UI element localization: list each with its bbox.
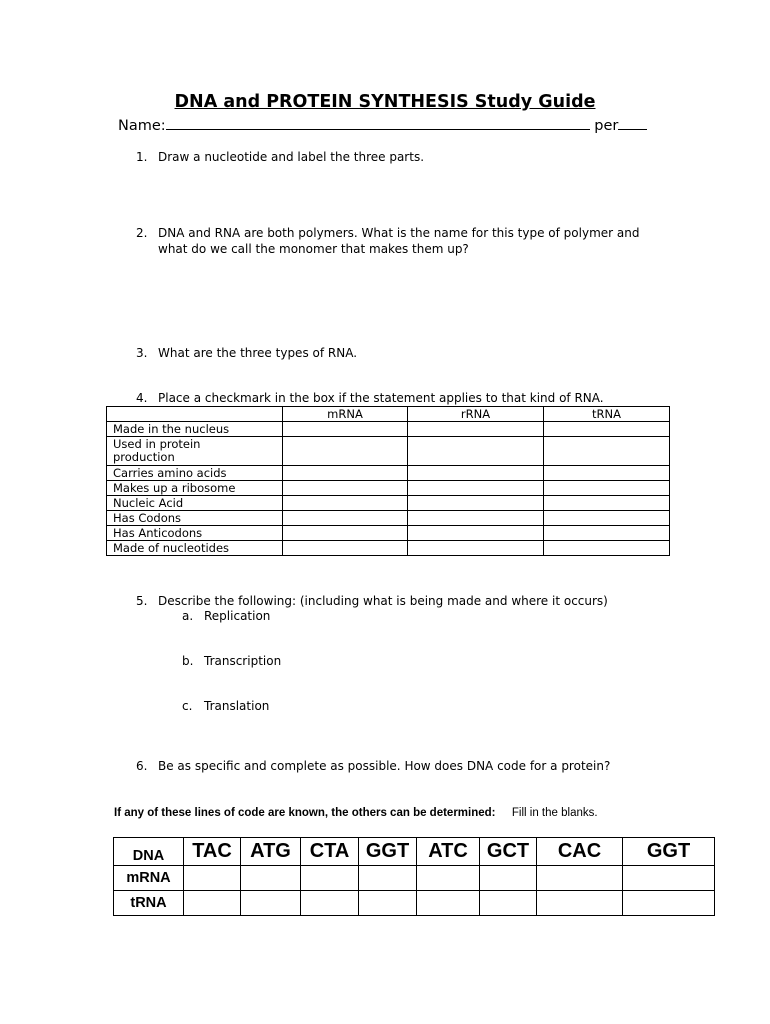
row-label: Has Codons [107,511,283,526]
checkbox-cell[interactable] [544,511,670,526]
row-label: Used in protein production [107,437,283,466]
codon-table [113,837,715,916]
checkbox-cell[interactable] [283,526,408,541]
dna-codon: ATC [417,838,480,866]
checkbox-cell[interactable] [283,437,408,466]
dna-row [114,838,715,866]
table-row [107,526,670,541]
table-row [107,511,670,526]
dna-codon: GGT [623,838,715,866]
checkbox-cell[interactable] [408,541,544,556]
trna-blank-cell[interactable] [417,891,480,916]
trna-blank-cell[interactable] [537,891,623,916]
table-row [107,466,670,481]
table-header-row [107,407,670,422]
checkbox-cell[interactable] [544,481,670,496]
sub-item-translation: c. Translation [182,699,270,713]
checkbox-cell[interactable] [408,437,544,466]
mrna-blank-cell[interactable] [537,866,623,891]
question-2: 2. DNA and RNA are both polymers. What is the name for this type of polymer and what do we call the monomer that makes them up? [136,226,640,256]
table-row [107,422,670,437]
checkbox-cell[interactable] [283,466,408,481]
dna-codon: GGT [359,838,417,866]
period-blank[interactable] [618,115,647,130]
checkbox-cell[interactable] [283,511,408,526]
name-label: Name: [118,118,166,134]
column-header-mrna: mRNA [283,407,408,422]
per-label: per [594,118,619,134]
row-label-dna: DNA [114,838,184,866]
table-row [107,481,670,496]
checkbox-cell[interactable] [283,481,408,496]
column-header-rrna: rRNA [408,407,544,422]
page-title: DNA and PROTEIN SYNTHESIS Study Guide [174,92,596,112]
trna-row [114,891,715,916]
mrna-blank-cell[interactable] [623,866,715,891]
checkbox-cell[interactable] [283,541,408,556]
row-label: Nucleic Acid [107,496,283,511]
checkbox-cell[interactable] [283,496,408,511]
code-instructions-bold: If any of these lines of code are known, the others can be determined: [114,807,496,819]
checkbox-cell[interactable] [544,466,670,481]
row-label-mrna: mRNA [114,866,184,891]
row-label: Made of nucleotides [107,541,283,556]
checkbox-cell[interactable] [408,422,544,437]
checkbox-cell[interactable] [408,481,544,496]
rna-checkmark-table [106,406,670,556]
question-1: 1. Draw a nucleotide and label the three parts. [136,150,425,164]
question-6: 6. Be as specific and complete as possible. How does DNA code for a protein? [136,759,611,773]
checkbox-cell[interactable] [283,422,408,437]
dna-codon: CTA [301,838,359,866]
trna-blank-cell[interactable] [184,891,241,916]
question-4: 4. Place a checkmark in the box if the statement applies to that kind of RNA. [136,391,604,405]
code-instructions-fill: Fill in the blanks. [511,807,598,819]
dna-codon: CAC [537,838,623,866]
checkbox-cell[interactable] [544,541,670,556]
dna-codon: GCT [480,838,537,866]
trna-blank-cell[interactable] [480,891,537,916]
checkbox-cell[interactable] [544,496,670,511]
mrna-blank-cell[interactable] [301,866,359,891]
mrna-blank-cell[interactable] [241,866,301,891]
checkbox-cell[interactable] [408,526,544,541]
question-5: 5. Describe the following: (including what is being made and where it occurs) [136,594,608,608]
column-header-trna: tRNA [544,407,670,422]
name-line [118,115,647,134]
mrna-blank-cell[interactable] [359,866,417,891]
table-row [107,541,670,556]
row-label: Made in the nucleus [107,422,283,437]
question-3: 3. What are the three types of RNA. [136,346,358,360]
mrna-blank-cell[interactable] [480,866,537,891]
table-row [107,496,670,511]
mrna-blank-cell[interactable] [417,866,480,891]
checkbox-cell[interactable] [408,466,544,481]
dna-codon: TAC [184,838,241,866]
row-label: Carries amino acids [107,466,283,481]
row-label: Makes up a ribosome [107,481,283,496]
checkbox-cell[interactable] [408,511,544,526]
trna-blank-cell[interactable] [241,891,301,916]
table-row [107,437,670,466]
table-corner-cell [107,407,283,422]
row-label-trna: tRNA [114,891,184,916]
mrna-blank-cell[interactable] [184,866,241,891]
trna-blank-cell[interactable] [359,891,417,916]
name-blank[interactable] [166,115,590,130]
mrna-row [114,866,715,891]
sub-item-transcription: b. Transcription [182,654,282,668]
trna-blank-cell[interactable] [623,891,715,916]
checkbox-cell[interactable] [544,422,670,437]
row-label: Has Anticodons [107,526,283,541]
dna-codon: ATG [241,838,301,866]
code-instructions [114,807,598,819]
trna-blank-cell[interactable] [301,891,359,916]
checkbox-cell[interactable] [408,496,544,511]
checkbox-cell[interactable] [544,526,670,541]
sub-item-replication: a. Replication [182,609,271,623]
checkbox-cell[interactable] [544,437,670,466]
